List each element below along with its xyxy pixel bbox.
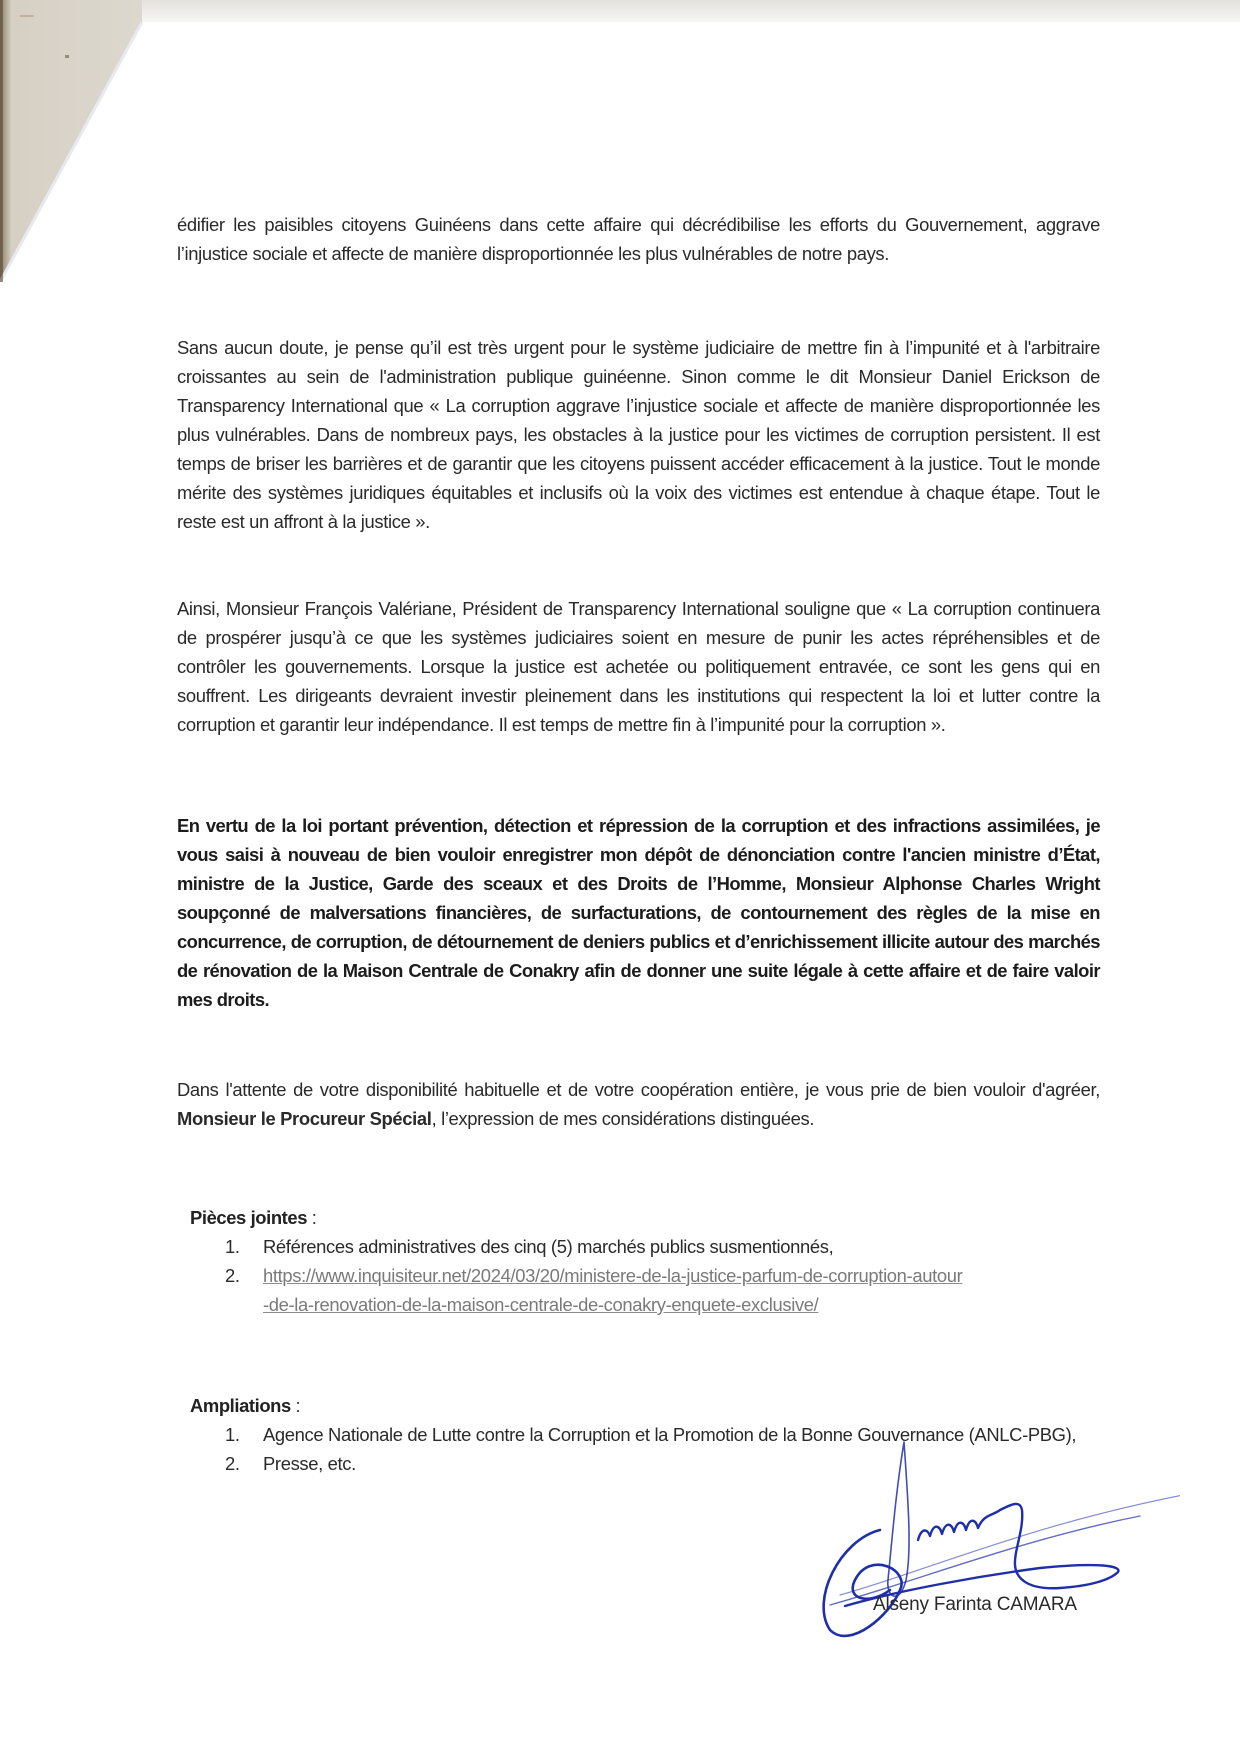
scan-speck <box>20 15 34 17</box>
attachment-link[interactable]: https://www.inquisiteur.net/2024/03/20/ministere-de-la-justice-parfum-de-corruption-autour-de-la-renovation-de-la-maison-centrale-de-conakry-enquete-exclusive/ <box>263 1265 963 1315</box>
page-edge <box>0 22 142 282</box>
copy-text: Presse, etc. <box>263 1453 356 1474</box>
attachments-title: Pièces jointes <box>190 1207 308 1228</box>
copies-heading <box>190 1391 300 1420</box>
closing-text-before: Dans l'attente de votre disponibilité habituelle et de votre coopération entière, je vous prie de bien vouloir d'agréer, <box>177 1079 1100 1100</box>
closing-paragraph <box>177 1075 1100 1133</box>
scan-top-strip <box>0 0 1240 22</box>
scan-left-edge <box>0 0 3 282</box>
paragraph-4-denunciation: En vertu de la loi portant prévention, détection et répression de la corruption et des infractions assimilées, je vous saisi à nouveau de bien vouloir enregistrer mon dépôt de dénonciation contre l'ancien ministre d’État, ministre de la Justice, Garde des sceaux et des Droits de l’Homme, Monsieur Alphonse Charles Wright soupçonné de malversations financières, de surfacturations, de contournement des règles de la mise en concurrence, de corruption, de détournement de deniers publics et d’enrichissement illicite autour des marchés de rénovation de la Maison Centrale de Conakry afin de donner une suite légale à cette affaire et de faire valoir mes droits. <box>177 815 1100 1010</box>
paragraph-3: Ainsi, Monsieur François Valériane, Président de Transparency International souligne que « La corruption continuera de prospérer jusqu’à ce que les systèmes judiciaires soient en mesure de punir les actes répréhensibles et de contrôler les gouvernements. Lorsque la justice est achetée ou politiquement entravée, ce sont les gens qui en souffrent. Les dirigeants devraient investir pleinement dans les institutions qui respectent la loi et lutter contre la corruption et garantir leur indépendance. Il est temps de mettre fin à l’impunité pour la corruption ». <box>177 598 1100 735</box>
attachment-number: 2. <box>225 1265 240 1286</box>
attachment-item <box>225 1261 1105 1319</box>
paragraph-1: édifier les paisibles citoyens Guinéens dans cette affaire qui décrédibilise les efforts du Gouvernement, aggrave l’injustice sociale et affecte de manière disproportionnée les plus vulnérables de notre pays. <box>177 214 1100 264</box>
closing-text-after: , l’expression de mes considérations distinguées. <box>431 1108 815 1129</box>
copy-number: 2. <box>225 1453 240 1474</box>
scan-speck <box>65 55 69 58</box>
attachment-item <box>225 1232 1105 1261</box>
attachments-heading <box>190 1203 317 1232</box>
signatory-name: Alseny Farinta CAMARA <box>873 1594 1077 1615</box>
attachment-text: Références administratives des cinq (5) marchés publics susmentionnés, <box>263 1236 834 1257</box>
copies-colon: : <box>290 1395 301 1416</box>
closing-addressee: Monsieur le Procureur Spécial <box>177 1108 432 1129</box>
attachments-colon: : <box>307 1207 317 1228</box>
attachments-list <box>225 1232 1105 1319</box>
copies-title: Ampliations <box>190 1395 291 1416</box>
scan-corner <box>0 0 142 282</box>
paragraph-2: Sans aucun doute, je pense qu’il est très urgent pour le système judiciaire de mettre fin à l’impunité et à l'arbitraire croissantes au sein de l'administration publique guinéenne. Sinon comme le dit Monsieur Daniel Erickson de Transparency International que « La corruption aggrave l’injustice sociale et affecte de manière disproportionnée les plus vulnérables. Dans de nombreux pays, les obstacles à la justice pour les victimes de corruption persistent. Il est temps de briser les barrières et de garantir que les citoyens puissent accéder efficacement à la justice. Tout le monde mérite des systèmes juridiques équitables et inclusifs où la voix des victimes est entendue à chaque étape. Tout le reste est un affront à la justice ». <box>177 337 1100 532</box>
handwritten-signature <box>800 1430 1180 1650</box>
copy-text: Agence Nationale de Lutte contre la Corruption et la Promotion de la Bonne Gouvernance (ANLC-PBG), <box>263 1424 1077 1445</box>
attachment-number: 1. <box>225 1236 240 1257</box>
copy-number: 1. <box>225 1424 240 1445</box>
